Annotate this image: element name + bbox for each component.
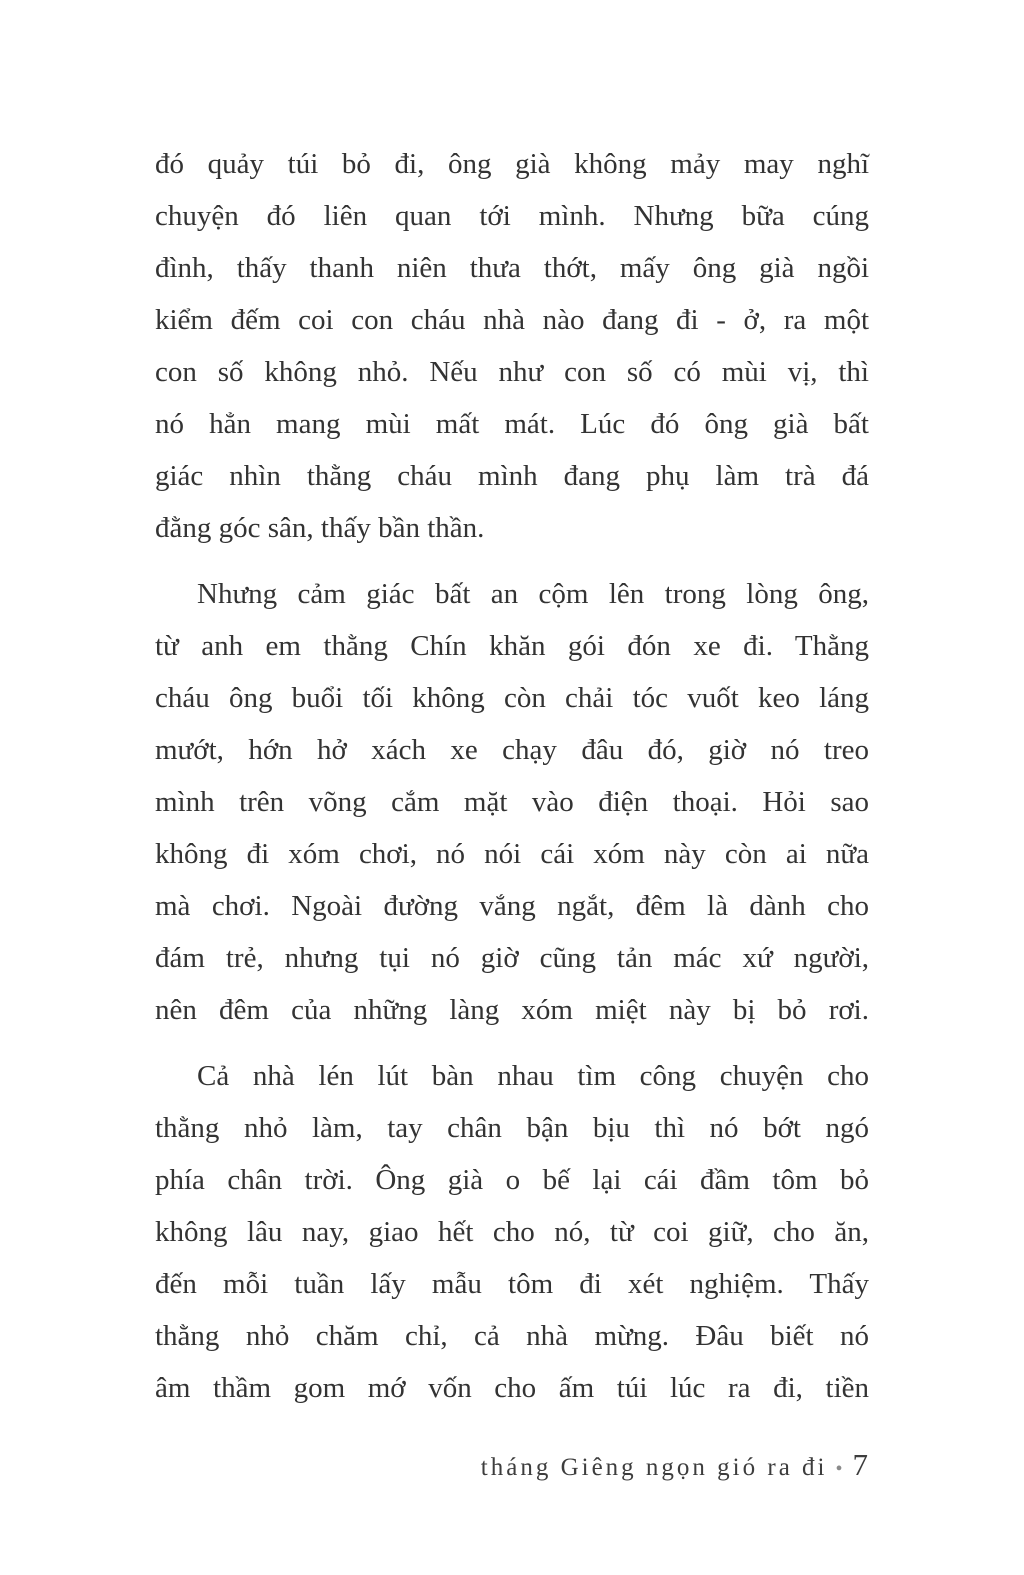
page-text [155,138,869,1414]
text-line: đó quảy túi bỏ đi, ông già không mảy may nghĩ [155,148,869,180]
text-line: mà chơi. Ngoài đường vắng ngắt, đêm là dành cho [155,890,869,922]
paragraph-1 [155,138,869,554]
text-line: cháu ông buổi tối không còn chải tóc vuốt keo láng [155,682,869,714]
running-title: tháng Giêng ngọn gió ra đi [480,1454,828,1481]
text-line: không đi xóm chơi, nó nói cái xóm này còn ai nữa [155,838,869,870]
text-line: kiểm đếm coi con cháu nhà nào đang đi - ở, ra một [155,304,869,336]
text-line: từ anh em thằng Chín khăn gói đón xe đi. Thằng [155,630,869,662]
paragraph-3 [155,1050,869,1414]
text-line: giác nhìn thằng cháu mình đang phụ làm trà đá [155,460,869,492]
page-footer [481,1447,868,1483]
text-line: Cả nhà lén lút bàn nhau tìm công chuyện cho [197,1060,869,1092]
text-line: nó hẳn mang mùi mất mát. Lúc đó ông già bất [155,408,869,440]
text-line: âm thầm gom mớ vốn cho ấm túi lúc ra đi, tiền [155,1372,869,1404]
text-line: nên đêm của những làng xóm miệt này bị bỏ rơi. [155,994,869,1026]
text-line: mình trên võng cắm mặt vào điện thoại. Hỏi sao [155,786,869,818]
text-line: đình, thấy thanh niên thưa thớt, mấy ông già ngồi [155,252,869,284]
bullet-separator-icon: • [835,1458,843,1480]
text-line: đám trẻ, nhưng tụi nó giờ cũng tản mác xứ người, [155,942,869,974]
text-line: đằng góc sân, thấy bần thần. [155,512,485,544]
text-line: con số không nhỏ. Nếu như con số có mùi vị, thì [155,356,869,388]
text-line: chuyện đó liên quan tới mình. Nhưng bữa cúng [155,200,869,232]
text-line: đến mỗi tuần lấy mẫu tôm đi xét nghiệm. Thấy [155,1268,869,1300]
text-line: không lâu nay, giao hết cho nó, từ coi giữ, cho ăn, [155,1216,869,1248]
page-number: 7 [852,1447,868,1482]
text-line: phía chân trời. Ông già o bế lại cái đầm tôm bỏ [155,1164,869,1196]
text-line: Nhưng cảm giác bất an cộm lên trong lòng ông, [197,578,869,610]
paragraph-2 [155,568,869,1036]
text-line: mướt, hớn hở xách xe chạy đâu đó, giờ nó treo [155,734,869,766]
text-line: thằng nhỏ làm, tay chân bận bịu thì nó bớt ngó [155,1112,869,1144]
text-line: thằng nhỏ chăm chỉ, cả nhà mừng. Đâu biết nó [155,1320,869,1352]
